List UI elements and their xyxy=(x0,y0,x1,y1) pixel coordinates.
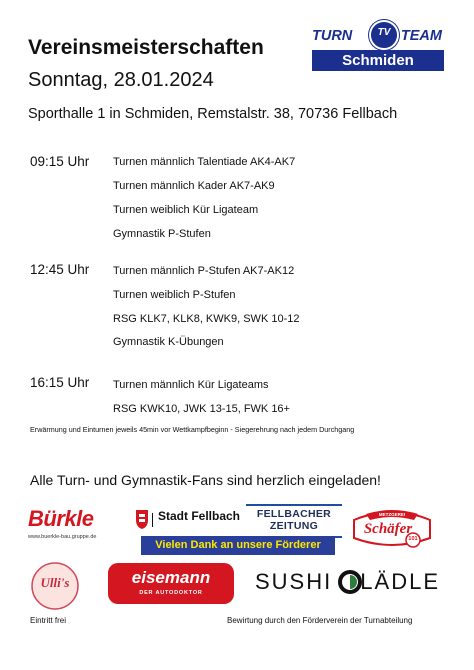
eisemann-logo xyxy=(108,563,234,604)
schaefer-badge: 101 xyxy=(408,536,418,542)
schedule-item: RSG KWK10, JWK 13-15, FWK 16+ xyxy=(113,403,290,415)
invitation-text: Alle Turn- und Gymnastik-Fans sind herzlich eingeladen! xyxy=(30,472,381,488)
schedule-item: Gymnastik P-Stufen xyxy=(113,228,211,240)
event-date: Sonntag, 28.01.2024 xyxy=(28,69,214,91)
footer-right: Bewirtung durch den Förderverein der Turnabteilung xyxy=(227,616,413,625)
schedule-item: Turnen weiblich Kür Ligateam xyxy=(113,204,259,216)
buerkle-url: www.buerkle-bau.gruppe.de xyxy=(28,534,97,540)
page-title: Vereinsmeisterschaften xyxy=(28,36,264,59)
sushi-right: LÄDLE xyxy=(360,569,440,594)
warmup-note: Erwärmung und Einturnen jeweils 45min vor Wettkampfbeginn - Siegerehrung nach jedem Durchgang xyxy=(30,425,355,434)
schedule-time: 16:15 Uhr xyxy=(30,375,90,390)
sushi-laedle-logo xyxy=(255,566,440,600)
schaefer-top: METZGEREI xyxy=(378,512,406,517)
schedule-item: Turnen männlich Talentiade AK4-AK7 xyxy=(113,156,296,168)
schedule-item: Turnen weiblich P-Stufen xyxy=(113,289,236,301)
sushi-roll-icon xyxy=(337,569,363,595)
sushi-left: SUSHI xyxy=(255,569,333,594)
stadt-name: Stadt Fellbach xyxy=(158,509,241,523)
stadt-divider xyxy=(152,513,153,527)
buerkle-logo xyxy=(28,506,114,542)
logo-right-text: TEAM xyxy=(400,28,442,44)
schedule-item: Gymnastik K-Übungen xyxy=(113,336,224,348)
eisemann-name: eisemann xyxy=(131,568,211,587)
footer-left: Eintritt frei xyxy=(30,616,67,625)
turn-team-logo xyxy=(312,20,444,74)
tv-badge-icon: TV xyxy=(369,20,399,50)
buerkle-name: Bürkle xyxy=(28,506,94,531)
schaefer-name: Schäfer xyxy=(363,521,413,537)
thanks-banner: Vielen Dank an unsere Förderer xyxy=(141,536,335,555)
schedule-item: Turnen männlich Kader AK7-AK9 xyxy=(113,180,275,192)
zeitung-line2: ZEITUNG xyxy=(269,520,319,532)
schedule-item: Turnen männlich Kür Ligateams xyxy=(113,379,269,391)
fellbacher-zeitung-logo xyxy=(246,504,342,538)
ullis-name: Ulli's xyxy=(40,575,70,590)
schedule-time: 09:15 Uhr xyxy=(30,154,90,169)
fellbach-emblem-icon xyxy=(134,508,150,530)
schaefer-logo xyxy=(350,504,434,552)
eisemann-sub: DER AUTODOKTOR xyxy=(139,590,203,596)
schedule-item: RSG KLK7, KLK8, KWK9, SWK 10-12 xyxy=(113,313,300,325)
schedule-item: Turnen männlich P-Stufen AK7-AK12 xyxy=(113,265,295,277)
logo-bottom-text: Schmiden xyxy=(312,50,444,71)
logo-left-text: TURN xyxy=(312,28,353,44)
schedule-time: 12:45 Uhr xyxy=(30,262,90,277)
stadt-fellbach-logo xyxy=(134,508,244,530)
ullis-logo xyxy=(30,561,80,611)
event-venue: Sporthalle 1 in Schmiden, Remstalstr. 38, 70736 Fellbach xyxy=(28,106,398,122)
zeitung-line1: FELLBACHER xyxy=(256,508,332,520)
